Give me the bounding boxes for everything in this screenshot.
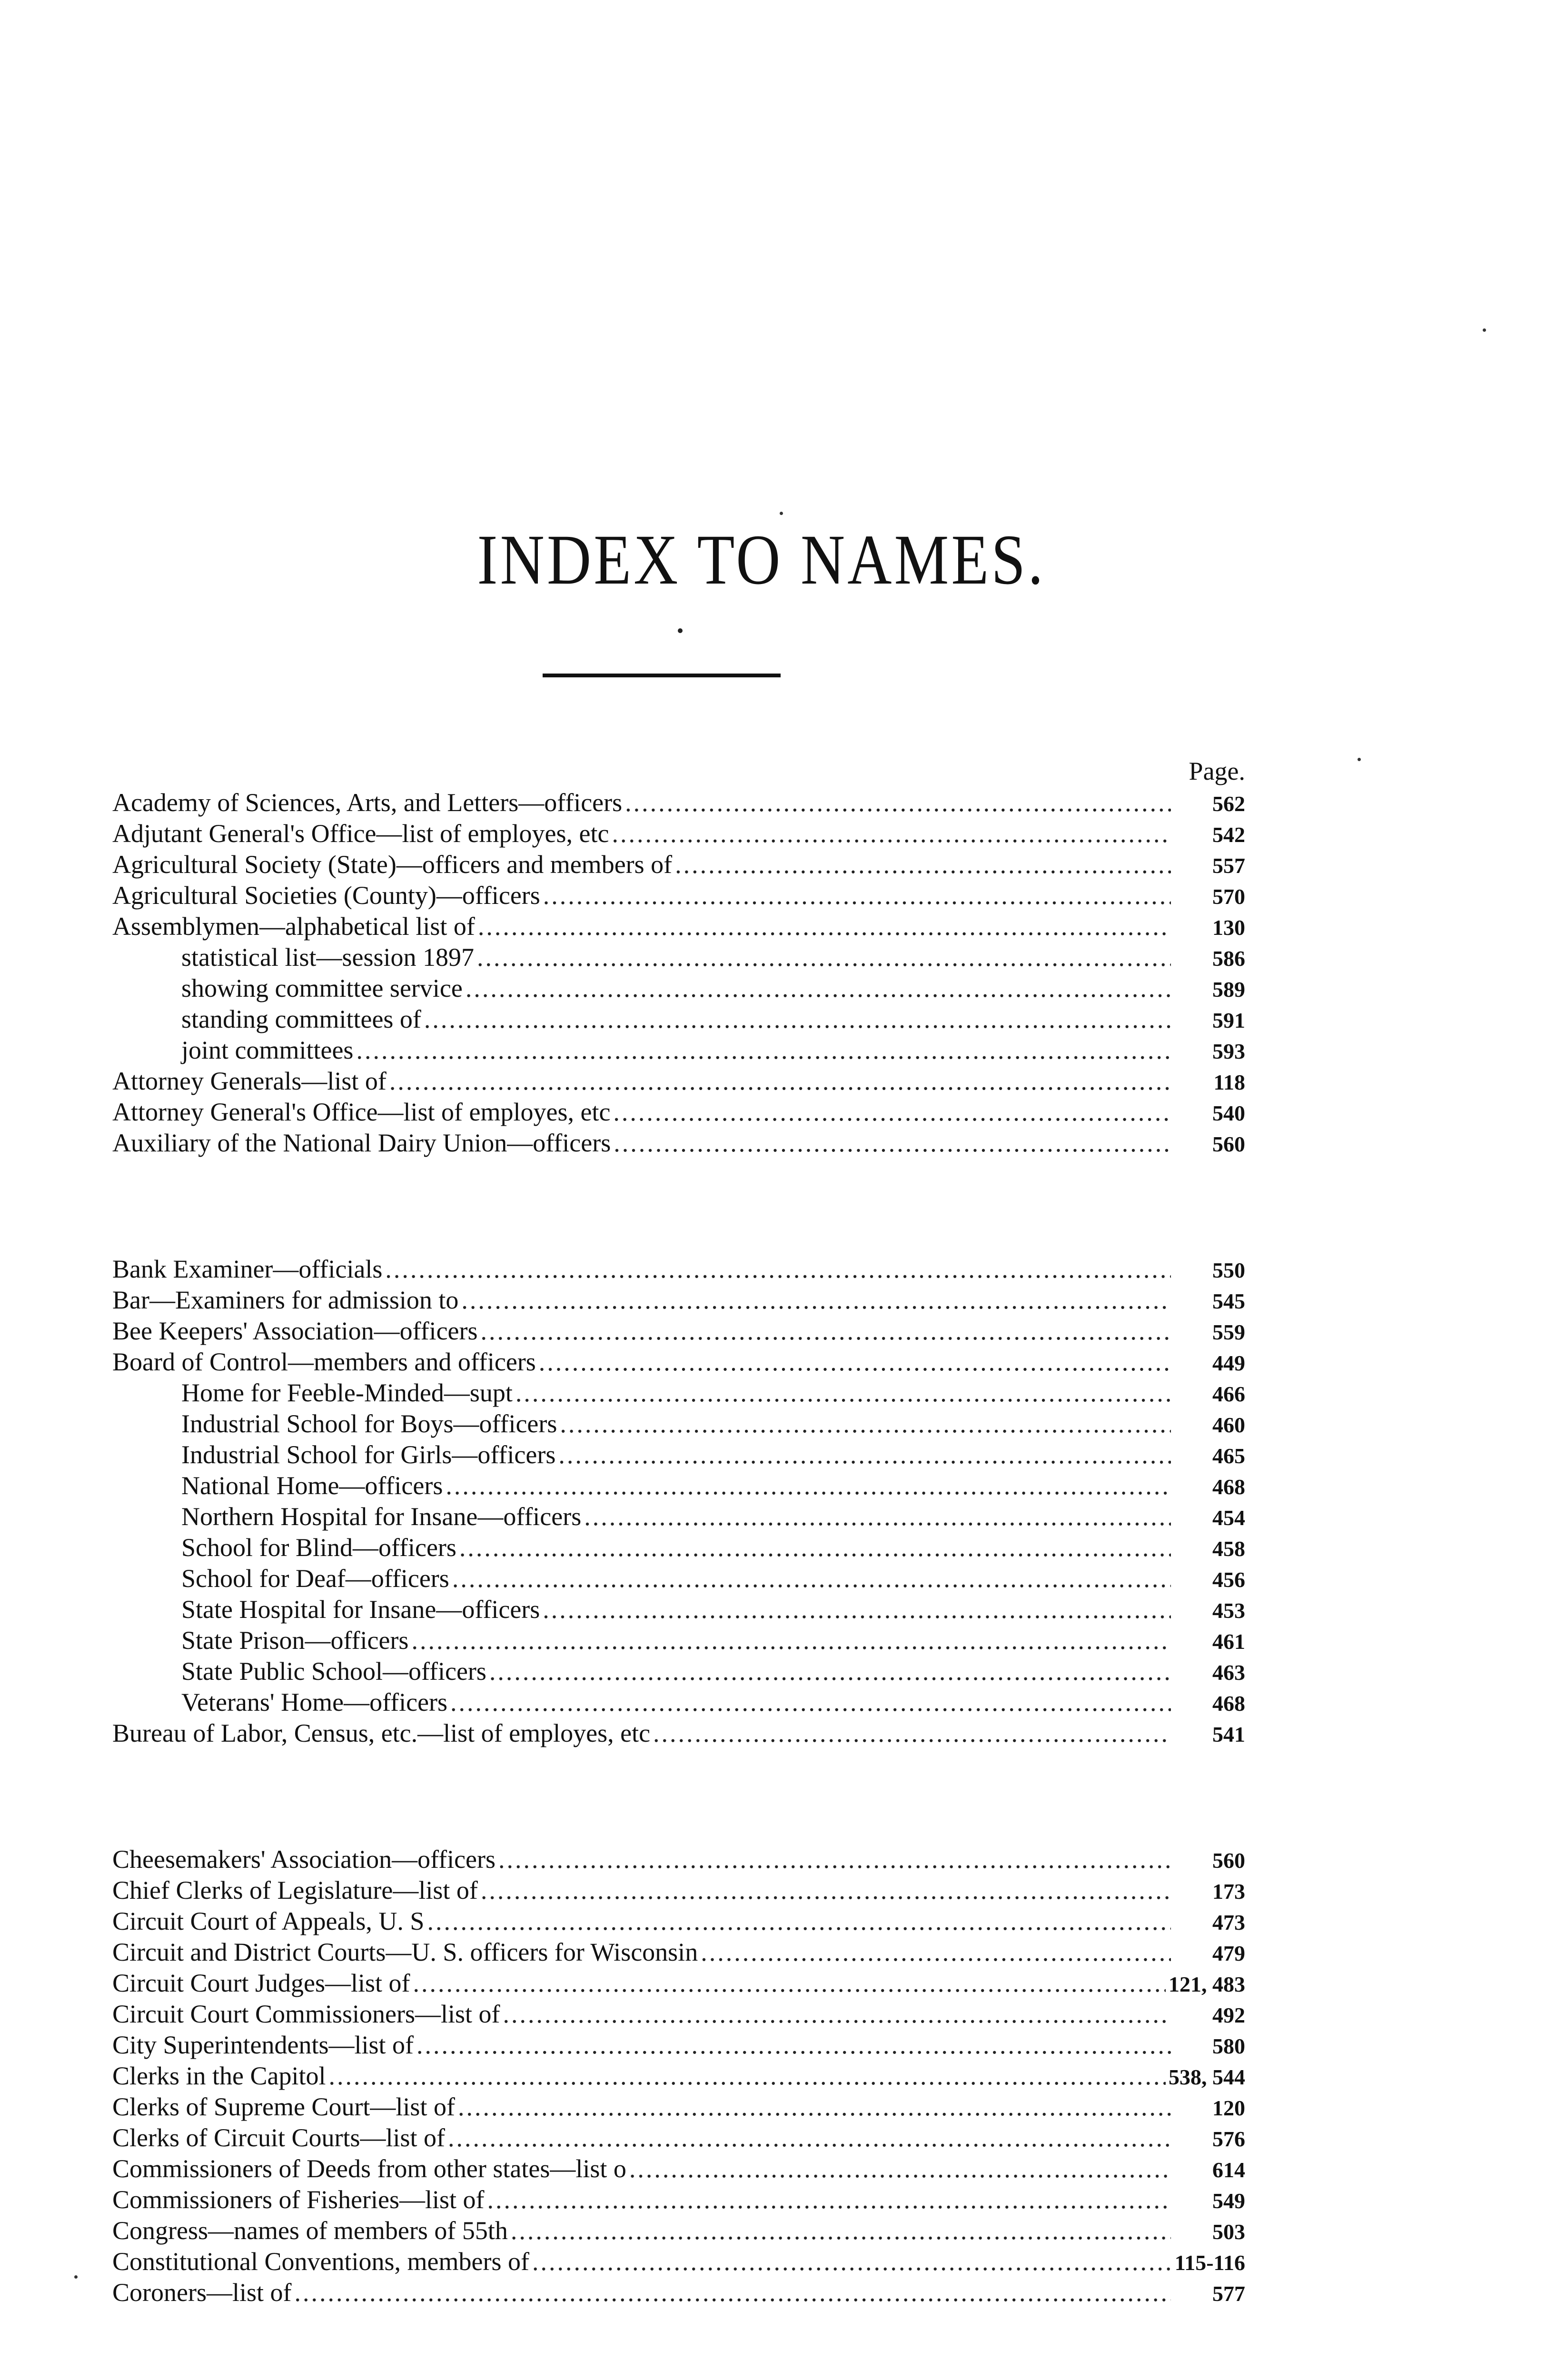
entry-label: Commissioners of Fisheries—list of xyxy=(112,2185,485,2214)
index-entry xyxy=(112,1968,1245,1999)
entry-page-number: 454 xyxy=(1212,1506,1245,1530)
entry-label: State Prison—officers xyxy=(181,1626,409,1655)
entry-page-number: 492 xyxy=(1212,2003,1245,2027)
dot-leader xyxy=(489,1656,1171,1687)
index-entry xyxy=(112,2122,1245,2153)
index-entry xyxy=(112,2030,1245,2061)
entry-page-number: 130 xyxy=(1212,915,1245,940)
dot-leader xyxy=(629,2153,1171,2184)
entry-label: Bar—Examiners for admission to xyxy=(112,1286,459,1314)
dot-leader xyxy=(478,911,1171,942)
page-column-label: Page. xyxy=(1189,757,1245,785)
dot-leader xyxy=(560,1408,1171,1439)
index-subentry xyxy=(112,1004,1245,1035)
index-subentry xyxy=(112,1687,1245,1718)
entry-label: Coroners—list of xyxy=(112,2278,292,2307)
entry-label: National Home—officers xyxy=(181,1471,443,1500)
dot-leader xyxy=(416,2030,1171,2061)
entry-label: Academy of Sciences, Arts, and Letters—officers xyxy=(112,788,623,817)
index-subentry xyxy=(112,1408,1245,1439)
page-title: INDEX TO NAMES. xyxy=(477,520,1046,599)
entry-page-number: 614 xyxy=(1212,2158,1245,2182)
entry-page-number: 545 xyxy=(1212,1289,1245,1313)
dot-leader xyxy=(653,1718,1171,1749)
entry-page-number: 466 xyxy=(1212,1382,1245,1406)
entry-label: Home for Feeble-Minded—supt xyxy=(181,1378,513,1407)
entry-label: Attorney Generals—list of xyxy=(112,1067,386,1095)
dot-leader xyxy=(625,787,1171,818)
dot-leader xyxy=(413,1968,1166,1999)
index-entry xyxy=(112,818,1245,849)
dot-leader xyxy=(356,1035,1171,1066)
index-entry xyxy=(112,1906,1245,1937)
dot-leader xyxy=(584,1501,1171,1532)
dot-leader xyxy=(612,818,1171,849)
entry-label: Assemblymen—alphabetical list of xyxy=(112,912,475,941)
index-subentry xyxy=(112,1470,1245,1501)
entry-label: Circuit Court Judges—list of xyxy=(112,1969,410,1997)
index-entry xyxy=(112,880,1245,911)
entry-page-number: 449 xyxy=(1212,1351,1245,1375)
entry-page-number: 557 xyxy=(1212,853,1245,878)
entry-label: Chief Clerks of Legislature—list of xyxy=(112,1876,478,1904)
dot-leader xyxy=(503,1999,1171,2030)
dot-leader xyxy=(614,1128,1171,1159)
index-entry xyxy=(112,1844,1245,1875)
index-entry xyxy=(112,849,1245,880)
entry-label: Board of Control—members and officers xyxy=(112,1348,536,1376)
entry-page-number: 458 xyxy=(1212,1537,1245,1561)
index-subentry xyxy=(112,1035,1245,1066)
dot-leader xyxy=(328,2061,1166,2092)
entry-page-number: 542 xyxy=(1212,823,1245,847)
entry-label: Bee Keepers' Association—officers xyxy=(112,1317,478,1345)
index-subentry xyxy=(112,1594,1245,1625)
dot-leader xyxy=(446,1470,1171,1501)
entry-label: Bureau of Labor, Census, etc.—list of employes, etc xyxy=(112,1719,651,1747)
index-entry xyxy=(112,911,1245,942)
entry-label: School for Deaf—officers xyxy=(181,1564,449,1593)
entry-label: Veterans' Home—officers xyxy=(181,1688,448,1716)
dot-leader xyxy=(701,1937,1171,1968)
dot-leader xyxy=(481,1875,1171,1906)
entry-label: Industrial School for Girls—officers xyxy=(181,1440,556,1469)
entry-page-number: 465 xyxy=(1212,1444,1245,1468)
entry-page-number: 468 xyxy=(1212,1691,1245,1716)
index-entry xyxy=(112,2092,1245,2122)
entry-page-number: 560 xyxy=(1212,1132,1245,1156)
scan-speck xyxy=(780,512,783,515)
title-rule xyxy=(543,674,781,677)
entry-label: Agricultural Societies (County)—officers xyxy=(112,881,540,910)
entry-page-number: 562 xyxy=(1212,792,1245,816)
index-subentry xyxy=(112,1378,1245,1408)
dot-leader xyxy=(459,1532,1171,1563)
dot-leader xyxy=(424,1004,1171,1035)
entry-page-number: 549 xyxy=(1212,2189,1245,2213)
entry-label: showing committee service xyxy=(181,974,463,1002)
entry-page-number: 570 xyxy=(1212,884,1245,909)
entry-label: Auxiliary of the National Dairy Union—officers xyxy=(112,1129,611,1157)
dot-leader xyxy=(477,942,1171,973)
dot-leader xyxy=(543,880,1171,911)
dot-leader xyxy=(294,2277,1171,2308)
entry-label: Circuit Court of Appeals, U. S xyxy=(112,1907,425,1935)
entry-label: Clerks in the Capitol xyxy=(112,2062,326,2090)
entry-label: Circuit Court Commissioners—list of xyxy=(112,2000,500,2028)
entry-label: Industrial School for Boys—officers xyxy=(181,1409,557,1438)
index-subentry xyxy=(112,942,1245,973)
dot-leader xyxy=(411,1625,1171,1656)
entry-page-number: 115-116 xyxy=(1174,2251,1245,2275)
entry-label: Bank Examiner—officials xyxy=(112,1255,383,1283)
entry-label: City Superintendents—list of xyxy=(112,2031,414,2059)
entry-page-number: 468 xyxy=(1212,1475,1245,1499)
index-entry xyxy=(112,2061,1245,2092)
index-subentry xyxy=(112,1563,1245,1594)
entry-label: Clerks of Circuit Courts—list of xyxy=(112,2123,445,2152)
index-subentry xyxy=(112,1656,1245,1687)
entry-page-number: 591 xyxy=(1212,1008,1245,1032)
entry-label: Attorney General's Office—list of employes, etc xyxy=(112,1098,611,1126)
dot-leader xyxy=(461,1285,1171,1316)
dot-leader xyxy=(539,1347,1171,1378)
scan-speck xyxy=(74,2275,78,2279)
entry-page-number: 559 xyxy=(1212,1320,1245,1344)
entry-page-number: 453 xyxy=(1212,1598,1245,1623)
dot-leader xyxy=(511,2215,1171,2246)
dot-leader xyxy=(389,1066,1171,1097)
entry-label: Commissioners of Deeds from other states—list o xyxy=(112,2154,626,2183)
index-subentry xyxy=(112,1532,1245,1563)
entry-page-number: 460 xyxy=(1212,1413,1245,1437)
dot-leader xyxy=(466,973,1171,1004)
index-entry xyxy=(112,1937,1245,1968)
scan-speck xyxy=(1358,758,1361,761)
entry-label: statistical list—session 1897 xyxy=(181,943,474,972)
entry-page-number: 576 xyxy=(1212,2127,1245,2151)
entry-label: Congress—names of members of 55th xyxy=(112,2216,508,2245)
index-entry xyxy=(112,1254,1245,1285)
dot-leader xyxy=(498,1844,1171,1875)
index-body xyxy=(112,757,1245,2308)
index-subentry xyxy=(112,973,1245,1004)
index-entry xyxy=(112,1718,1245,1749)
index-entry xyxy=(112,1066,1245,1097)
entry-page-number: 463 xyxy=(1212,1660,1245,1685)
dot-leader xyxy=(450,1687,1171,1718)
entry-page-number: 473 xyxy=(1212,1910,1245,1934)
entry-label: State Hospital for Insane—officers xyxy=(181,1595,540,1624)
entry-page-number: 586 xyxy=(1212,946,1245,971)
entry-label: School for Blind—officers xyxy=(181,1533,456,1562)
entry-page-number: 120 xyxy=(1212,2096,1245,2120)
dot-leader xyxy=(543,1594,1171,1625)
index-entry xyxy=(112,1128,1245,1159)
dot-leader xyxy=(532,2246,1171,2277)
entry-label: standing committees of xyxy=(181,1005,421,1033)
dot-leader xyxy=(427,1906,1171,1937)
entry-page-number: 479 xyxy=(1212,1941,1245,1965)
index-entry xyxy=(112,1347,1245,1378)
dot-leader xyxy=(458,2092,1171,2122)
entry-page-number: 538, 544 xyxy=(1169,2065,1245,2089)
dot-leader xyxy=(448,2122,1171,2153)
entry-page-number: 173 xyxy=(1212,1879,1245,1904)
entry-label: joint committees xyxy=(181,1036,354,1064)
entry-page-number: 560 xyxy=(1212,1848,1245,1873)
entry-page-number: 121, 483 xyxy=(1169,1972,1245,1996)
index-entry xyxy=(112,1875,1245,1906)
entry-page-number: 456 xyxy=(1212,1567,1245,1592)
entry-page-number: 580 xyxy=(1212,2034,1245,2058)
index-entry xyxy=(112,1097,1245,1128)
entry-label: State Public School—officers xyxy=(181,1657,486,1686)
index-section xyxy=(112,1844,1245,2308)
title-ornament-dot xyxy=(678,628,683,633)
entry-page-number: 461 xyxy=(1212,1629,1245,1654)
index-subentry xyxy=(112,1625,1245,1656)
entry-page-number: 541 xyxy=(1212,1722,1245,1746)
entry-page-number: 540 xyxy=(1212,1101,1245,1125)
index-entry xyxy=(112,2184,1245,2215)
entry-label: Circuit and District Courts—U. S. officers for Wisconsin xyxy=(112,1938,698,1966)
index-entry xyxy=(112,2246,1245,2277)
index-subentry xyxy=(112,1439,1245,1470)
dot-leader xyxy=(487,2184,1171,2215)
index-entry xyxy=(112,1316,1245,1347)
index-entry xyxy=(112,1999,1245,2030)
dot-leader xyxy=(452,1563,1171,1594)
index-entry xyxy=(112,2277,1245,2308)
entry-label: Cheesemakers' Association—officers xyxy=(112,1845,496,1874)
entry-label: Northern Hospital for Insane—officers xyxy=(181,1502,582,1531)
dot-leader xyxy=(675,849,1171,880)
index-section xyxy=(112,1254,1245,1749)
index-entry xyxy=(112,787,1245,818)
entry-label: Constitutional Conventions, members of xyxy=(112,2247,529,2276)
index-sections xyxy=(112,787,1245,2308)
entry-label: Clerks of Supreme Court—list of xyxy=(112,2092,455,2121)
index-section xyxy=(112,787,1245,1159)
index-entry xyxy=(112,1285,1245,1316)
entry-page-number: 503 xyxy=(1212,2220,1245,2244)
entry-page-number: 577 xyxy=(1212,2281,1245,2306)
index-entry xyxy=(112,2153,1245,2184)
index-entry xyxy=(112,2215,1245,2246)
entry-page-number: 118 xyxy=(1213,1070,1245,1094)
entry-page-number: 589 xyxy=(1212,977,1245,1002)
entry-label: Adjutant General's Office—list of employes, etc xyxy=(112,819,609,848)
dot-leader xyxy=(558,1439,1171,1470)
scan-speck xyxy=(1483,328,1486,332)
dot-leader xyxy=(613,1097,1171,1128)
dot-leader xyxy=(481,1316,1171,1347)
dot-leader xyxy=(385,1254,1171,1285)
index-subentry xyxy=(112,1501,1245,1532)
entry-page-number: 593 xyxy=(1212,1039,1245,1063)
entry-label: Agricultural Society (State)—officers and members of xyxy=(112,850,673,879)
entry-page-number: 550 xyxy=(1212,1258,1245,1282)
dot-leader xyxy=(515,1378,1171,1408)
